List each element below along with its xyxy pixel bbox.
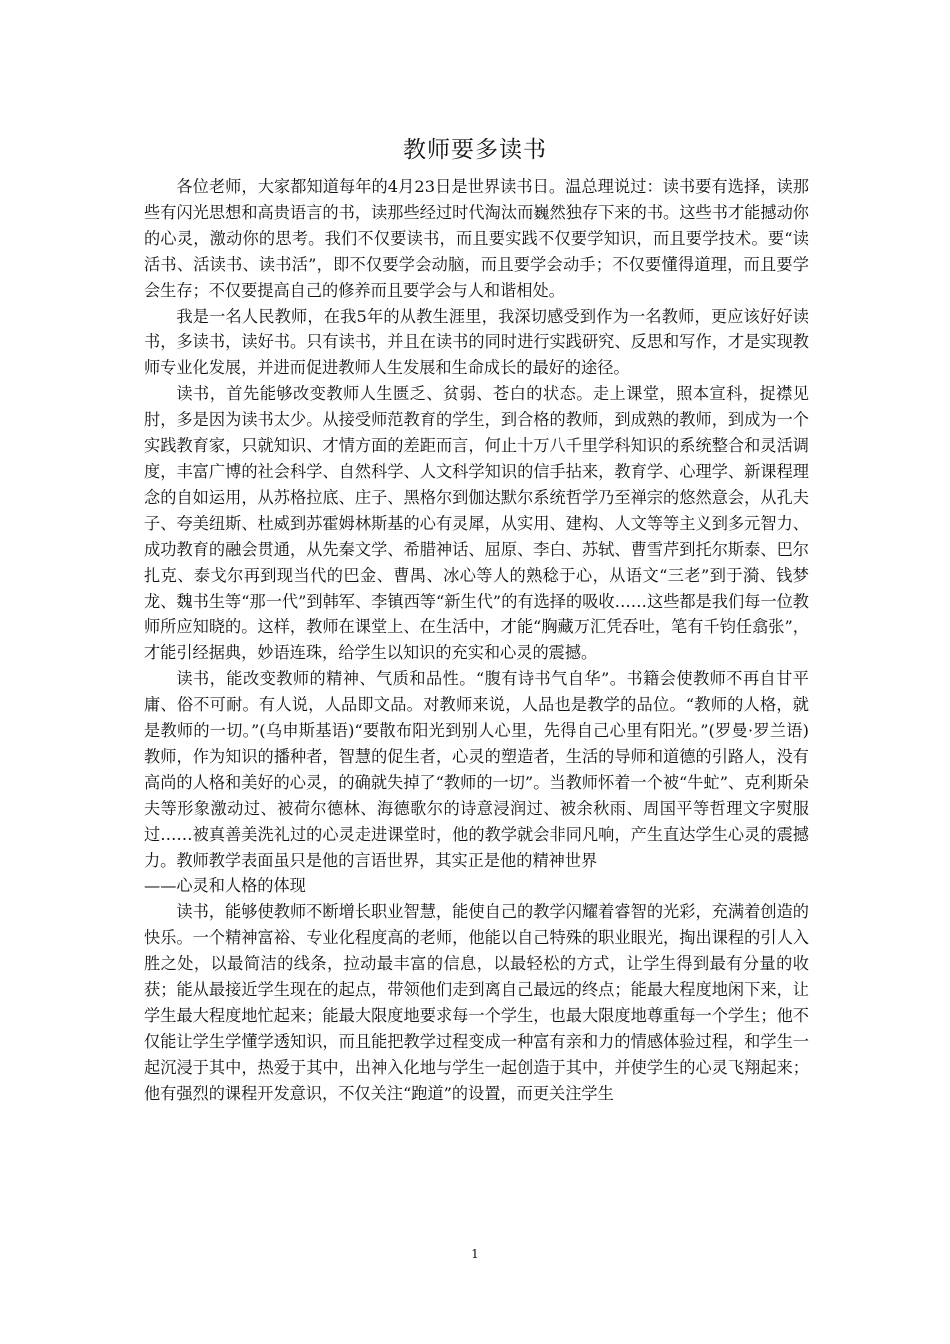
document-body bbox=[144, 174, 809, 1107]
document-title: 教师要多读书 bbox=[403, 137, 547, 163]
page-number: 1 bbox=[471, 1247, 479, 1261]
paragraph-professional-wisdom: 读书，能够使教师不断增长职业智慧，能使自己的教学闪耀着睿智的光彩，充满着创造的快乐。一个精神富裕、专业化程度高的老师，他能以自己特殊的职业眼光，掏出课程的引人入胜之处，以最简洁的线条，拉动最丰富的信息，以最轻松的方式，让学生得到最有分量的收获；能从最接近学生现在的起点，带领他们走到离自己最远的终点；能最大程度地闲下来，让学生最大程度地忙起来；能最大限度地要求每一个学生，也最大限度地尊重每一个学生；他不仅能让学生学懂学透知识，而且能把教学过程变成一种富有亲和力的情感体验过程，和学生一起沉浸于其中，热爱于其中，出神入化地与学生一起创造于其中，并使学生的心灵飞翔起来；他有强烈的课程开发意识，不仅关注“跑道”的设置，而更关注学生 bbox=[144, 902, 809, 1103]
paragraph-change-spirit: 读书，能改变教师的精神、气质和品性。“腹有诗书气自华”。书籍会使教师不再自甘平庸、俗不可耐。有人说，人品即文品。对教师来说，人品也是教学的品位。“教师的人格，就是教师的一切。”(乌申斯基语)“要散布阳光到别人心里，先得自己心里有阳光。”(罗曼·罗兰语)教师，作为知识的播种者，智慧的促生者，心灵的塑造者，生活的导师和道德的引路人，没有高尚的人格和美好的心灵，的确就失掉了“教师的一切”。当教师怀着一个被“牛虻”、克利斯朵夫等形象激动过、被荷尔德林、海德歌尔的诗意浸润过、被余秋雨、周国平等哲理文字熨服过……被真善美洗礼过的心灵走进课堂时，他的教学就会非同凡响，产生直达学生心灵的震撼力。教师教学表面虽只是他的言语世界，其实正是他的精神世界 bbox=[144, 669, 809, 870]
paragraph-teacher-experience: 我是一名人民教师，在我5年的从教生涯里，我深切感受到作为一名教师，更应该好好读书，多读书，读好书。只有读书，并且在读书的同时进行实践研究、反思和写作，才是实现教师专业化发展，并进而促进教师人生发展和生命成长的最好的途径。 bbox=[144, 306, 809, 378]
paragraph-reading-day: 各位老师，大家都知道每年的4月23日是世界读书日。温总理说过：读书要有选择，读那些有闪光思想和高贵语言的书，读那些经过时代淘汰而巍然独存下来的书。这些书才能撼动你的心灵，激动你的思考。我们不仅要读书，而且要实践不仅要学知识，而且要学技术。要“读活书、活读书、读书活”，即不仅要学会动脑，而且要学会动手；不仅要懂得道理，而且要学会生存；不仅要提高自己的修养而且要学会与人和谐相处。 bbox=[144, 177, 809, 300]
paragraph-spirit-continuation: ——心灵和人格的体现 bbox=[144, 876, 306, 896]
paragraph-change-state: 读书，首先能够改变教师人生匮乏、贫弱、苍白的状态。走上课堂，照本宣科，捉襟见肘，多是因为读书太少。从接受师范教育的学生，到合格的教师，到成熟的教师，到成为一个实践教育家，只就知识、才情方面的差距而言，何止十万八千里学科知识的系统整合和灵活调度，丰富广博的社会科学、自然科学、人文科学知识的信手拈来，教育学、心理学、新课程理念的自如运用，从苏格拉底、庄子、黑格尔到伽达默尔系统哲学乃至禅宗的悠然意会，从孔夫子、夸美纽斯、杜威到苏霍姆林斯基的心有灵犀，从实用、建构、人文等等主义到多元智力、成功教育的融会贯通，从先秦文学、希腊神话、屈原、李白、苏轼、曹雪芹到托尔斯泰、巴尔扎克、泰戈尔再到现当代的巴金、曹禺、冰心等人的熟稔于心，从语文“三老”到于漪、钱梦龙、魏书生等“那一代”到韩军、李镇西等“新生代”的有选择的吸收……这些都是我们每一位教师所应知晓的。这样，教师在课堂上、在生活中，才能“胸藏万汇凭吞吐，笔有千钧任翕张”，才能引经据典，妙语连珠，给学生以知识的充实和心灵的震撼。 bbox=[144, 384, 809, 663]
